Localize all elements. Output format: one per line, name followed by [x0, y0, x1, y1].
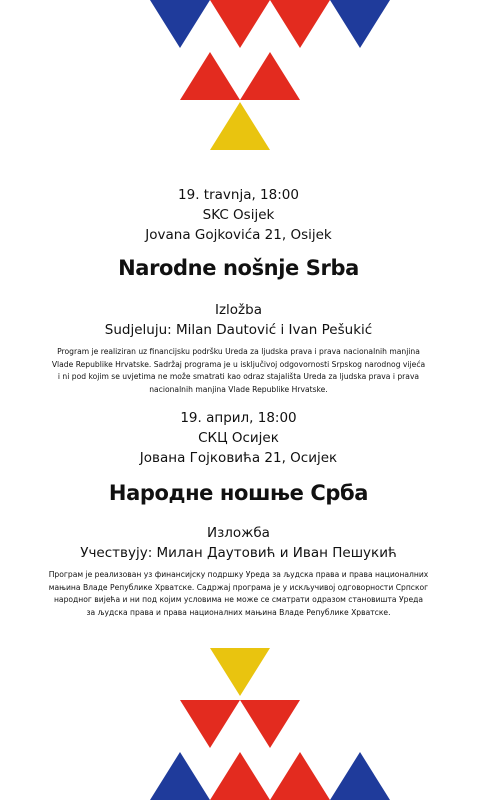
latin-venue: SKC Osijek — [202, 207, 275, 223]
latin-note-line: Vlade Republike Hrvatske. Sadržaj programa je u isključivoj odgovornosti Srpskog narodnog vijeća — [51, 359, 426, 369]
latin-event-info — [0, 185, 477, 245]
cyrillic-funding-note — [0, 569, 477, 619]
cyrillic-exhibition-details — [0, 523, 477, 563]
triangle-red-mid-left — [180, 52, 240, 100]
latin-title: Narodne nošnje Srba — [118, 256, 359, 280]
triangle-yellow — [210, 648, 270, 696]
cyrillic-note-line: народног вијећа и ни под којим условима не може се сматрати одразом становишта Уреда — [53, 595, 424, 604]
latin-note-line: i ni pod kojim se uvjetima ne može smatrati kao odraz stajališta Ureda za ljudska prava i prava — [57, 372, 420, 381]
top-triangle-motif — [0, 0, 477, 152]
triangle-blue-left — [150, 752, 210, 800]
cyrillic-title: Народне ношње Срба — [108, 481, 369, 505]
triangle-yellow — [210, 102, 270, 150]
cyrillic-note-line: за људска права и права националних мањина Владе Републике Хрватске. — [86, 607, 391, 617]
cyrillic-note-line: Програм је реализован уз финансијску подршку Уреда за људска права и права националних — [48, 570, 429, 579]
latin-event-type: Izložba — [214, 302, 262, 318]
triangle-blue-right — [330, 752, 390, 800]
cyrillic-venue: СКЦ Осијек — [198, 430, 279, 446]
cyrillic-event-type: Изложба — [207, 525, 270, 541]
cyrillic-note-line: мањина Владе Републике Хрватске. Садржај програма је у искључивој одговорности Српског — [48, 582, 429, 592]
triangle-red-right — [270, 752, 330, 800]
triangle-red-left — [210, 752, 270, 800]
latin-address: Jovana Gojkovića 21, Osijek — [145, 227, 332, 243]
latin-exhibition-details — [0, 300, 477, 340]
bottom-triangle-motif — [0, 648, 477, 800]
triangle-red-mid-right — [240, 700, 300, 748]
triangle-red-left — [210, 0, 270, 48]
cyrillic-participants: Учествују: Милан Даутовић и Иван Пешукић — [80, 545, 397, 561]
cyrillic-event-info — [0, 408, 477, 468]
triangle-red-mid-left — [180, 700, 240, 748]
cyrillic-date: 19. април, 18:00 — [180, 410, 297, 426]
latin-note-line: Program je realiziran uz financijsku podršku Ureda za ljudska prava i prava nacionalnih manjina — [57, 347, 420, 356]
latin-note-line: nacionalnih manjina Vlade Republike Hrvatske. — [149, 384, 328, 394]
latin-participants: Sudjeluju: Milan Dautović i Ivan Pešukić — [104, 322, 373, 338]
latin-date: 19. travnja, 18:00 — [178, 187, 299, 203]
triangle-blue-left — [150, 0, 210, 48]
cyrillic-address: Јована Гојковића 21, Осијек — [139, 450, 338, 466]
triangle-red-mid-right — [240, 52, 300, 100]
triangle-red-right — [270, 0, 330, 48]
triangle-blue-right — [330, 0, 390, 48]
latin-funding-note — [0, 346, 477, 396]
